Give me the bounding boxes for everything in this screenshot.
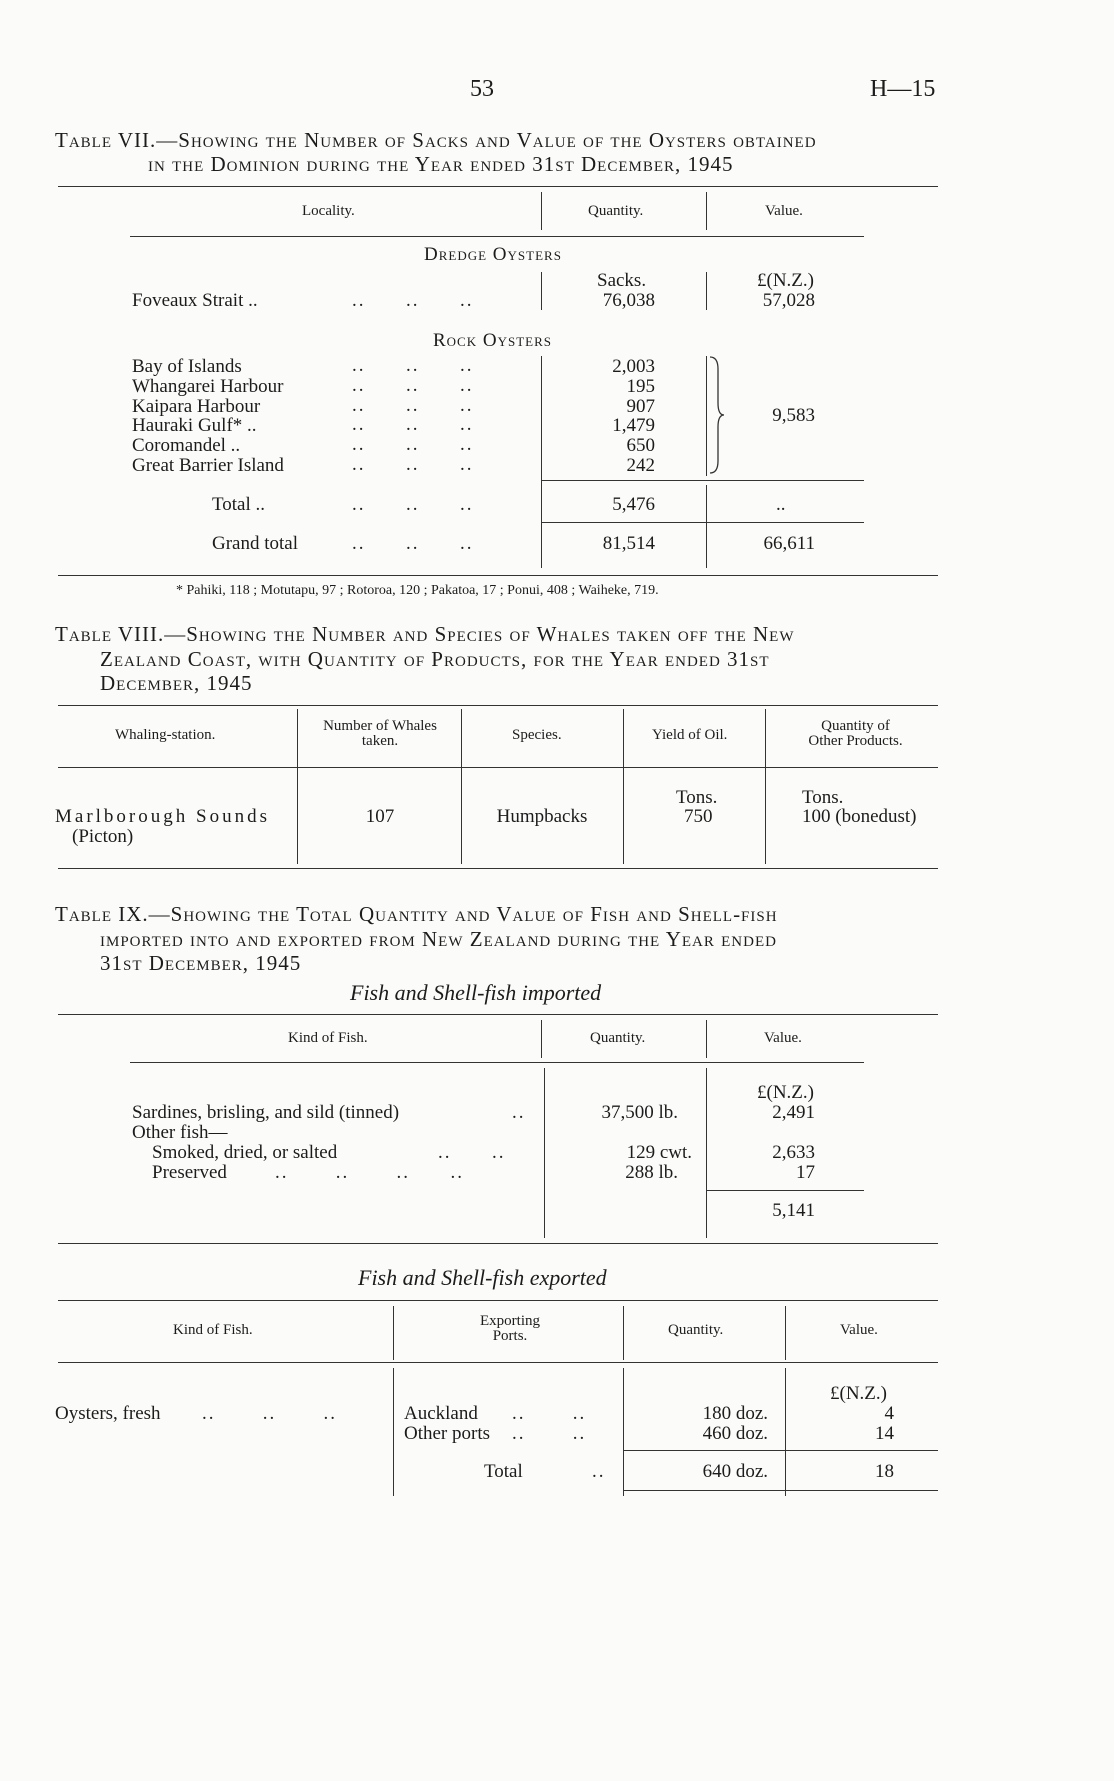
rule xyxy=(58,186,938,187)
whale-species: Humpbacks xyxy=(496,806,588,827)
table9-title-line1: Table IX.—Showing the Total Quantity and Value of Fish and Shell-fish xyxy=(55,902,778,926)
rule xyxy=(58,575,938,576)
rock-quantity: 2,003 xyxy=(612,356,655,377)
leader-dots: .. .. .. .. xyxy=(275,1162,464,1183)
rule xyxy=(623,1306,624,1360)
rule xyxy=(623,1490,938,1491)
rock-locality: Kaipara Harbour xyxy=(132,396,261,417)
export-total-quantity: 640 doz. xyxy=(702,1461,768,1482)
rule xyxy=(541,480,864,481)
page-number: 53 xyxy=(470,76,494,102)
export-port: Auckland xyxy=(404,1403,478,1424)
rule xyxy=(785,1306,786,1360)
total-label: Total .. xyxy=(212,494,266,515)
leader-dots: .. .. xyxy=(512,1403,587,1424)
unit-tons-other: Tons. xyxy=(802,787,844,808)
import-kind: Other fish— xyxy=(132,1122,228,1143)
dredge-oysters-heading: Dredge Oysters xyxy=(424,244,562,265)
import-quantity: 288 lb. xyxy=(625,1162,678,1183)
table9-title-line3: 31st December, 1945 xyxy=(100,951,302,975)
rule xyxy=(393,1306,394,1360)
rule xyxy=(623,1450,938,1451)
total-value: .. xyxy=(776,494,786,515)
import-value: 2,491 xyxy=(772,1102,815,1123)
table8-col-yield: Yield of Oil. xyxy=(652,727,728,743)
rule xyxy=(541,272,542,310)
exports-col-kind: Kind of Fish. xyxy=(173,1322,253,1338)
exports-unit-nz: £(N.Z.) xyxy=(830,1383,887,1404)
export-kind: Oysters, fresh xyxy=(55,1403,161,1424)
rule xyxy=(765,709,766,864)
unit-nz: £(N.Z.) xyxy=(757,270,814,291)
import-value: 2,633 xyxy=(772,1142,815,1163)
rule xyxy=(130,236,864,237)
dredge-value: 57,028 xyxy=(762,290,815,311)
import-kind: Smoked, dried, or salted xyxy=(152,1142,338,1163)
rule xyxy=(58,705,938,706)
export-value: 4 xyxy=(884,1403,894,1424)
oil-yield: 750 xyxy=(684,806,713,827)
leader-dots: .. xyxy=(512,1102,526,1123)
imports-unit-nz: £(N.Z.) xyxy=(757,1082,814,1103)
imports-col-value: Value. xyxy=(764,1030,802,1046)
table8-title-line2: Zealand Coast, with Quantity of Products, for the Year ended 31st xyxy=(100,647,770,671)
table8-col-species: Species. xyxy=(512,727,562,743)
rock-locality: Bay of Islands xyxy=(132,356,242,377)
leader-dots: .. .. .. xyxy=(352,290,474,311)
grand-total-label: Grand total xyxy=(212,533,299,554)
table7-col-locality: Locality. xyxy=(302,203,355,219)
table8-col-number: Number of Whales taken. xyxy=(323,718,437,749)
rule xyxy=(58,868,938,869)
rule xyxy=(541,522,864,523)
rule xyxy=(393,1368,394,1496)
rule xyxy=(785,1368,786,1496)
rule xyxy=(544,1068,545,1238)
rule xyxy=(706,356,707,476)
import-quantity: 129 cwt. xyxy=(626,1142,692,1163)
leader-dots: .. .. .. xyxy=(352,533,474,554)
exports-col-value: Value. xyxy=(840,1322,878,1338)
rock-quantity: 650 xyxy=(626,435,655,456)
rock-quantity: 1,479 xyxy=(612,415,655,436)
exported-heading: Fish and Shell-fish exported xyxy=(358,1265,607,1290)
import-value: 17 xyxy=(796,1162,815,1183)
rock-quantity: 195 xyxy=(626,376,655,397)
rule xyxy=(706,1190,864,1191)
table8-col-other: Quantity of Other Products. xyxy=(808,718,903,749)
leader-dots: .. xyxy=(592,1461,606,1482)
table8-col-station: Whaling-station. xyxy=(115,727,216,743)
whales-number: 107 xyxy=(365,806,395,827)
rock-locality: Coromandel .. xyxy=(132,435,241,456)
table7-title-line2: in the Dominion during the Year ended 31st December, 1945 xyxy=(148,152,734,176)
table7-col-quantity: Quantity. xyxy=(588,203,644,219)
document-reference: H—15 xyxy=(870,76,936,102)
table7-title-line1: Table VII.—Showing the Number of Sacks and Value of the Oysters obtained xyxy=(55,128,817,152)
rule xyxy=(130,1062,864,1063)
exports-col-ports: Exporting Ports. xyxy=(480,1313,540,1344)
rule xyxy=(706,485,707,568)
rock-quantity: 907 xyxy=(626,396,655,417)
station-location: (Picton) xyxy=(72,826,134,847)
table7-footnote: * Pahiki, 118 ; Motutapu, 97 ; Rotoroa, 120 ; Pakatoa, 17 ; Ponui, 408 ; Waiheke, 719. xyxy=(176,583,659,598)
leader-dots: .. .. xyxy=(438,1142,506,1163)
imports-col-quantity: Quantity. xyxy=(590,1030,646,1046)
rule xyxy=(58,1014,938,1015)
rule xyxy=(706,272,707,310)
rule xyxy=(297,709,298,864)
export-total-label: Total xyxy=(484,1461,523,1482)
station-name: Marlborough Sounds xyxy=(55,806,270,827)
other-products: 100 (bonedust) xyxy=(802,806,917,827)
table8-title-line3: December, 1945 xyxy=(100,671,253,695)
imports-col-kind: Kind of Fish. xyxy=(288,1030,368,1046)
rock-locality: Hauraki Gulf* .. xyxy=(132,415,257,436)
rule xyxy=(623,1368,624,1496)
leader-dots: .. .. xyxy=(512,1423,587,1444)
unit-tons: Tons. xyxy=(676,787,718,808)
import-quantity: 37,500 lb. xyxy=(601,1102,678,1123)
imported-heading: Fish and Shell-fish imported xyxy=(350,980,602,1005)
dredge-quantity: 76,038 xyxy=(602,290,655,311)
export-quantity: 460 doz. xyxy=(702,1423,768,1444)
rule xyxy=(541,192,542,230)
total-quantity: 5,476 xyxy=(612,494,655,515)
rule xyxy=(623,709,624,864)
import-kind: Preserved xyxy=(152,1162,227,1183)
rule xyxy=(58,1243,938,1244)
rock-oysters-heading: Rock Oysters xyxy=(433,330,552,351)
leader-dots: .. .. .. xyxy=(352,494,474,515)
unit-sacks: Sacks. xyxy=(597,270,647,291)
export-value: 14 xyxy=(875,1423,894,1444)
dredge-locality: Foveaux Strait .. xyxy=(132,290,258,311)
table7-col-value: Value. xyxy=(765,203,803,219)
import-total: 5,141 xyxy=(772,1200,815,1221)
leader-dots: .. .. .. .. .. .. .. .. .. .. .. .. .. .. .. .. .. .. xyxy=(352,355,474,475)
leader-dots: .. .. .. xyxy=(202,1403,337,1424)
rock-locality: Great Barrier Island xyxy=(132,455,284,476)
rule xyxy=(541,356,542,568)
rock-value: 9,583 xyxy=(772,405,815,426)
rule xyxy=(58,767,938,768)
table8-title-line1: Table VIII.—Showing the Number and Species of Whales taken off the New xyxy=(55,622,795,646)
rule xyxy=(706,1068,707,1238)
rule xyxy=(461,709,462,864)
rule xyxy=(58,1300,938,1301)
export-total-value: 18 xyxy=(875,1461,894,1482)
rule xyxy=(58,1362,938,1363)
grand-total-quantity: 81,514 xyxy=(602,533,655,554)
exports-col-quantity: Quantity. xyxy=(668,1322,724,1338)
rule xyxy=(706,192,707,230)
rule xyxy=(706,1020,707,1058)
rock-quantity: 242 xyxy=(626,455,655,476)
export-port: Other ports xyxy=(404,1423,491,1444)
table9-title-line2: imported into and exported from New Zealand during the Year ended xyxy=(100,927,777,951)
grand-total-value: 66,611 xyxy=(763,533,815,554)
export-quantity: 180 doz. xyxy=(702,1403,768,1424)
rock-locality: Whangarei Harbour xyxy=(132,376,284,397)
import-kind: Sardines, brisling, and sild (tinned) xyxy=(132,1102,400,1123)
rule xyxy=(541,1020,542,1058)
